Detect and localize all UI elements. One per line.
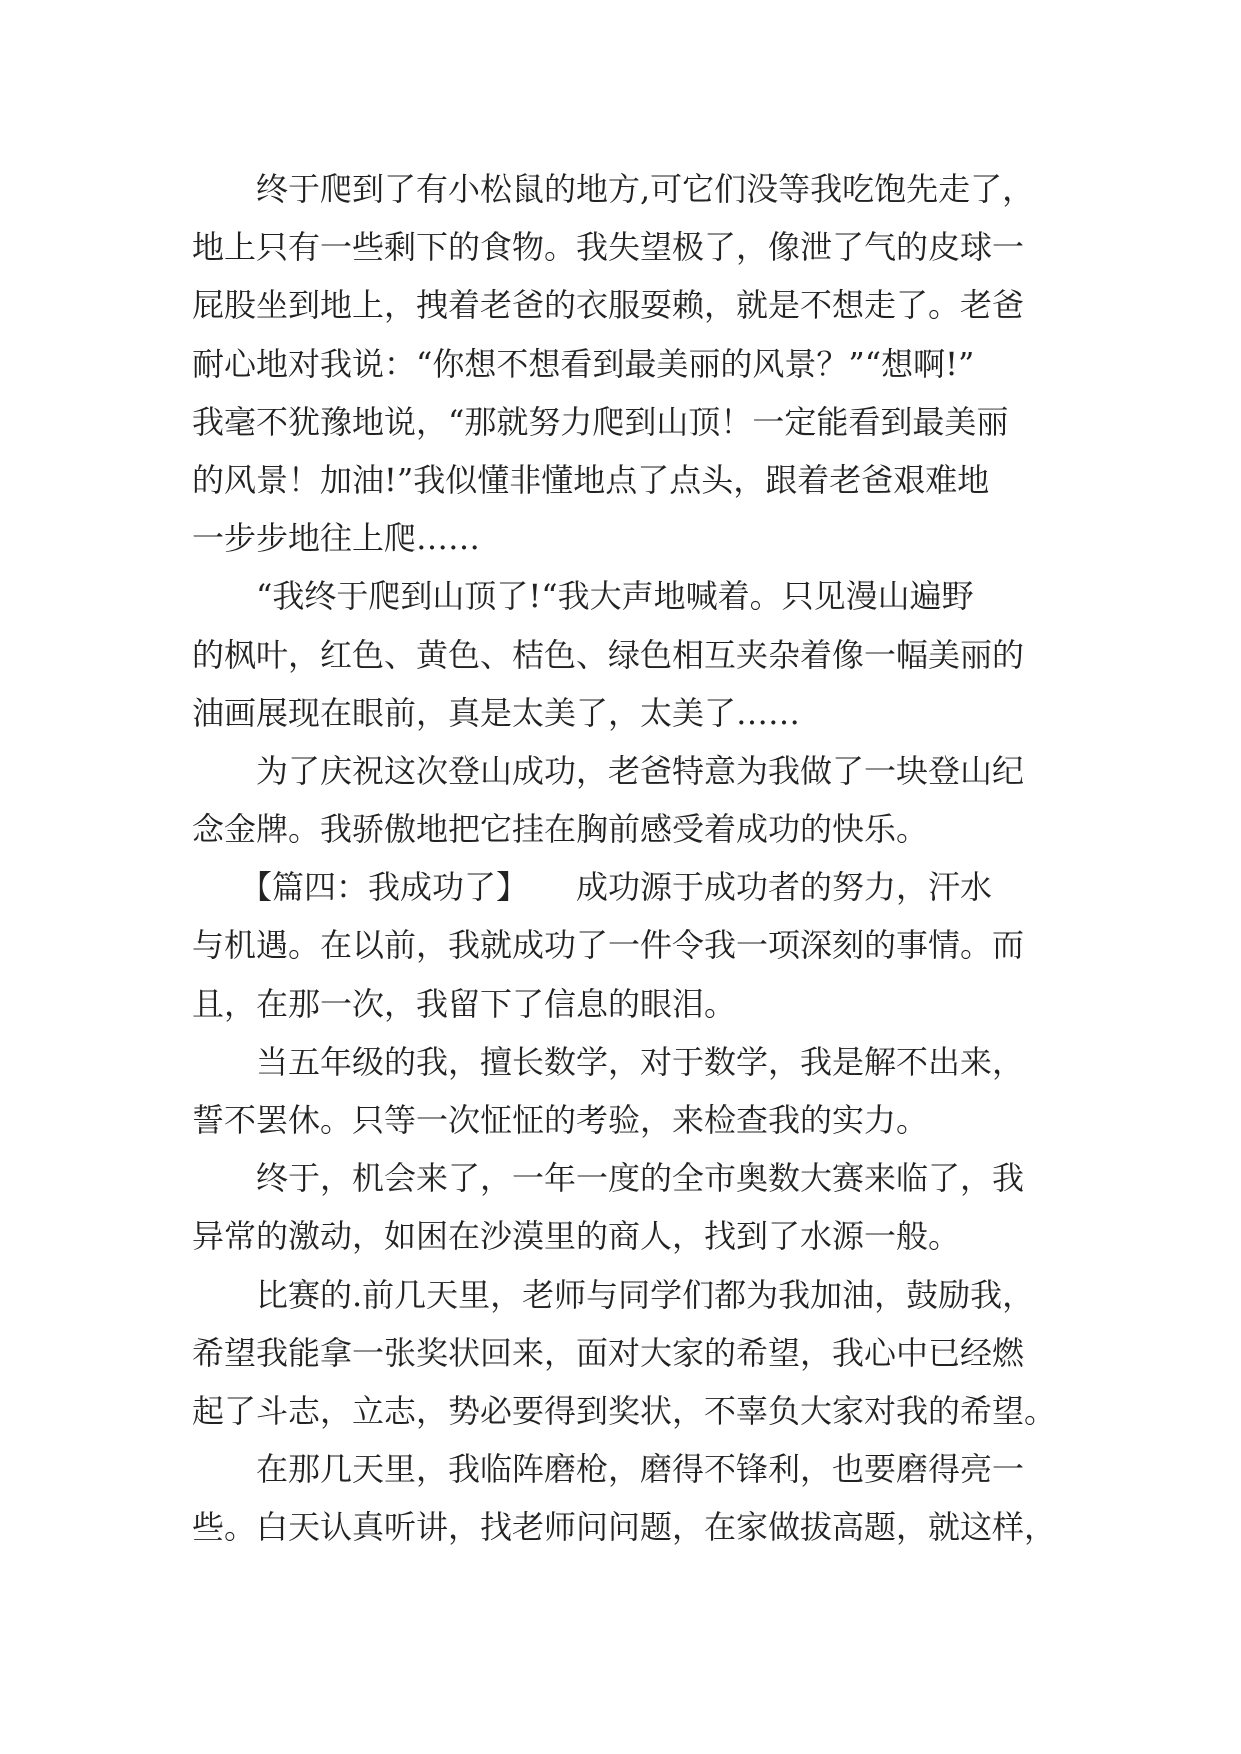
text-line: 当五年级的我，擅长数学，对于数学，我是解不出来， [192, 1042, 1025, 1081]
text-line: 希望我能拿一张奖状回来，面对大家的希望，我心中已经燃 [192, 1333, 1025, 1372]
section-heading-line: 【篇四：我成功了】 成功源于成功者的努力，汗水 [192, 868, 993, 907]
text-line: 念金牌。我骄傲地把它挂在胸前感受着成功的快乐。 [192, 810, 929, 849]
text-line: 的枫叶，红色、黄色、桔色、绿色相互夹杂着像一幅美丽的 [192, 635, 1025, 674]
text-line: 我毫不犹豫地说，“那就努力爬到山顶！一定能看到最美丽 [192, 402, 1009, 441]
essay-body [192, 160, 1092, 1557]
text-line: 起了斗志，立志，势必要得到奖状，不辜负大家对我的希望。 [192, 1391, 1057, 1430]
text-line: 的风景！加油!”我似懂非懂地点了点头，跟着老爸艰难地 [192, 460, 990, 499]
text-line: 异常的激动，如困在沙漠里的商人，找到了水源一般。 [192, 1217, 961, 1256]
text-line: 与机遇。在以前，我就成功了一件令我一项深刻的事情。而 [192, 926, 1025, 965]
text-line: 终于，机会来了，一年一度的全市奥数大赛来临了，我 [192, 1159, 1025, 1198]
text-line: “我终于爬到山顶了!“我大声地喊着。只见漫山遍野 [192, 577, 974, 616]
text-line: 屁股坐到地上，拽着老爸的衣服耍赖，就是不想走了。老爸 [192, 286, 1025, 325]
text-line: 终于爬到了有小松鼠的地方,可它们没等我吃饱先走了， [192, 170, 1035, 208]
text-line: 在那几天里，我临阵磨枪，磨得不锋利，也要磨得亮一 [192, 1450, 1025, 1489]
text-line: 耐心地对我说：“你想不想看到最美丽的风景？”“想啊!” [192, 344, 975, 383]
text-line: 誓不罢休。只等一次怔怔的考验，来检查我的实力。 [192, 1101, 929, 1139]
text-line: 为了庆祝这次登山成功，老爸特意为我做了一块登山纪 [192, 751, 1025, 790]
text-line: 且，在那一次，我留下了信息的眼泪。 [192, 984, 737, 1023]
text-line: 比赛的.前几天里，老师与同学们都为我加油，鼓励我， [192, 1275, 1035, 1314]
text-line: 地上只有一些剩下的食物。我失望极了，像泄了气的皮球一 [192, 228, 1025, 267]
text-line: 一步步地往上爬…… [192, 519, 481, 558]
text-line: 些。白天认真听讲，找老师问问题，在家做拔高题，就这样， [192, 1508, 1057, 1547]
text-line: 油画展现在眼前，真是太美了，太美了…… [192, 693, 801, 732]
